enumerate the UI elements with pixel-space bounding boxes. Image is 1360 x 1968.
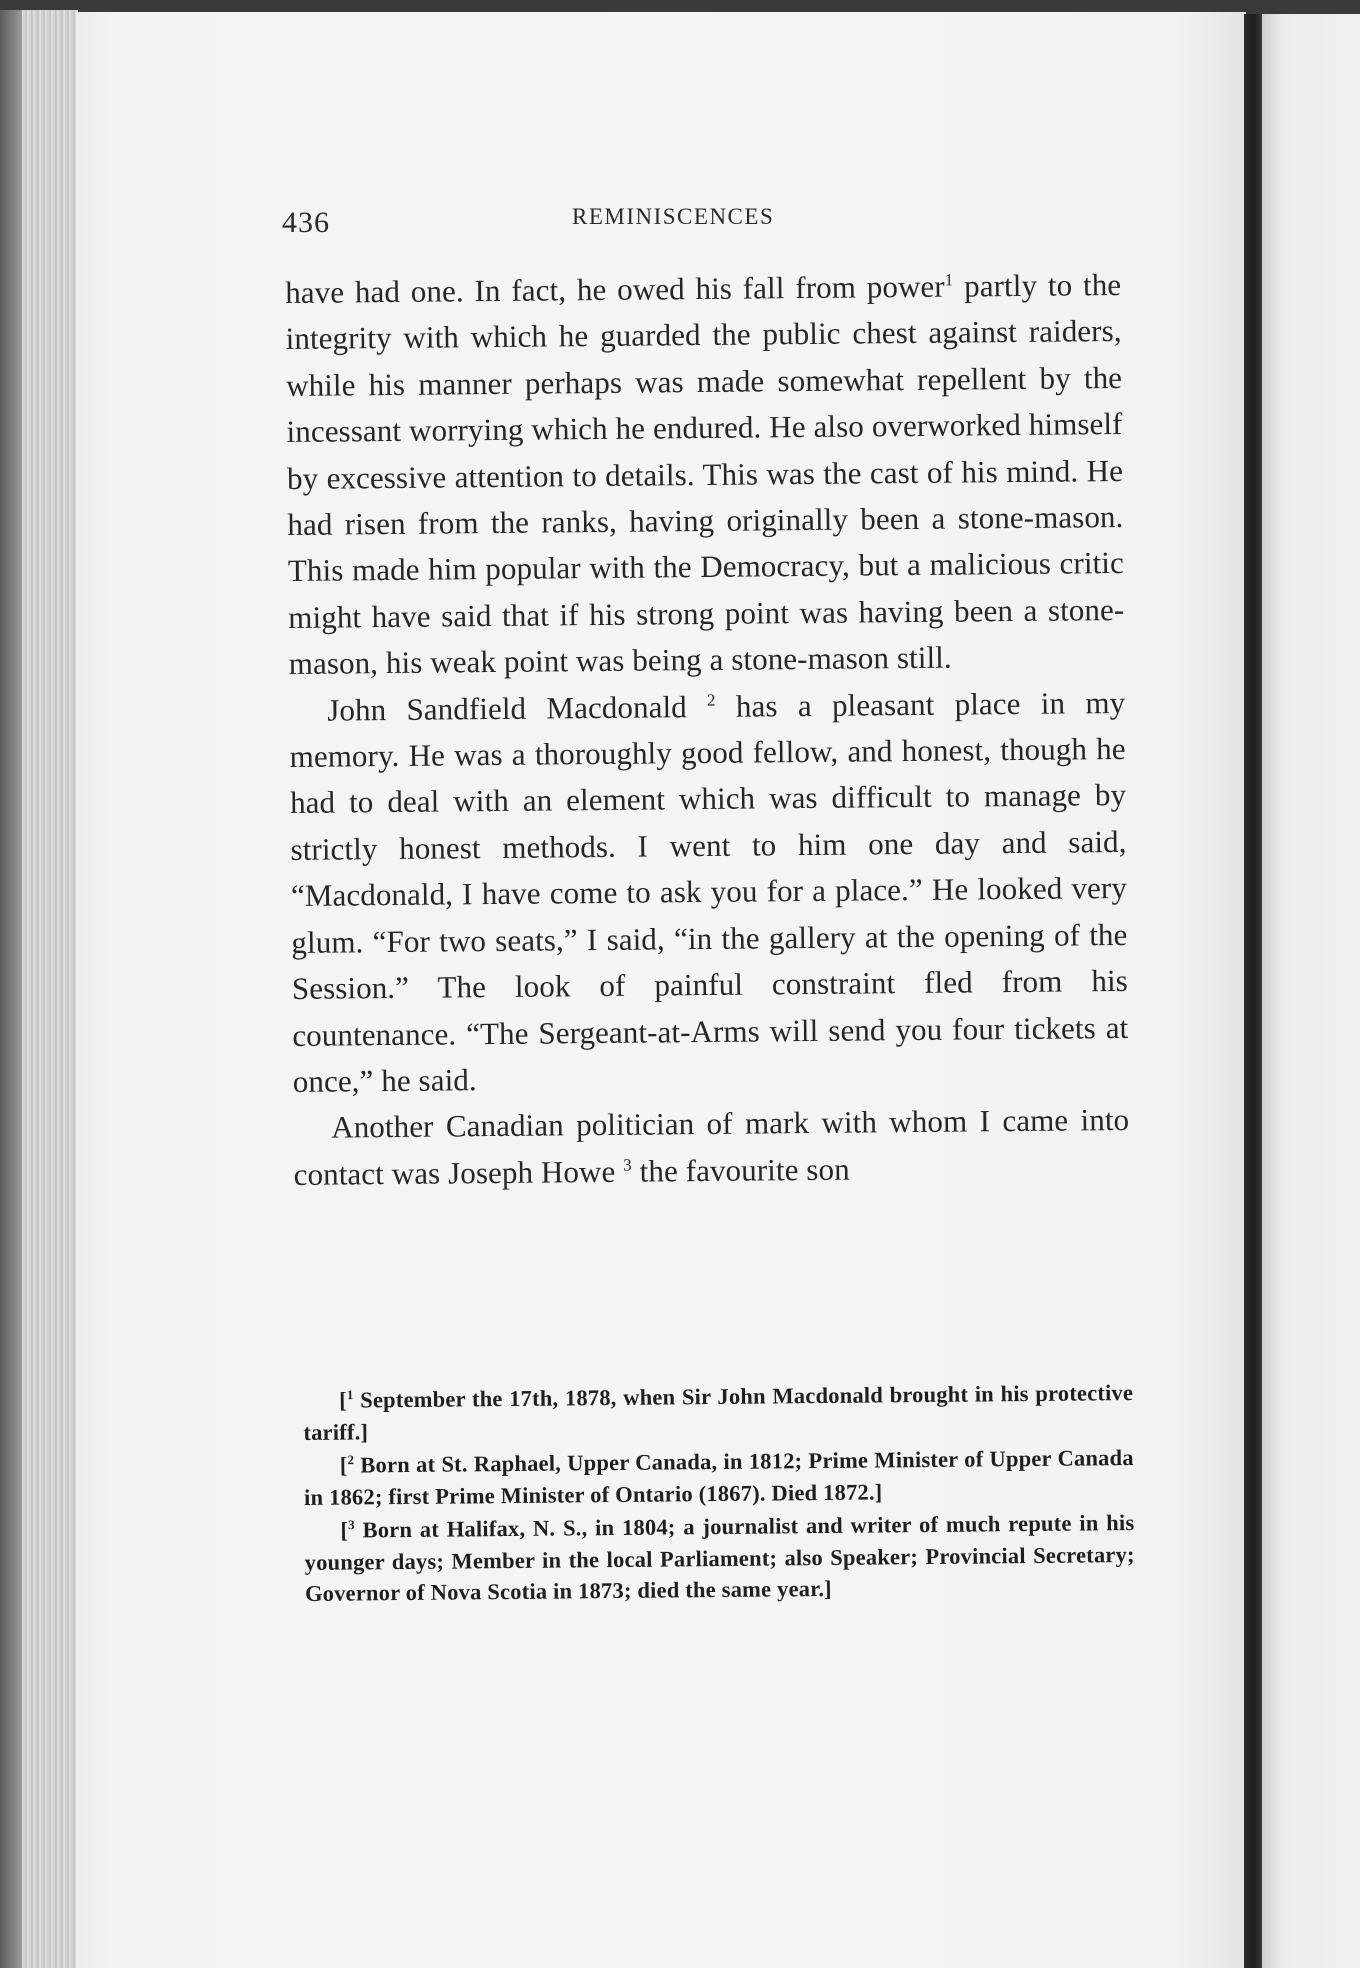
paragraph-1 (285, 262, 1125, 688)
body-text (285, 262, 1130, 1198)
footnote-mark-2: 2 (347, 1452, 355, 1468)
facing-page-edge (1262, 14, 1360, 1968)
paragraph-text: John Sandfield Macdonald (327, 688, 708, 728)
footnote-2 (304, 1442, 1135, 1513)
footnote-text: September the 17th, 1878, when Sir John Macdonald brought in his protective tariff.] (303, 1380, 1134, 1445)
paragraph-text: have had one. In fact, he owed his fall from power (285, 268, 945, 310)
page-edge-shadow (0, 10, 22, 1968)
book-binding (1244, 14, 1262, 1968)
footnote-text: Born at Halifax, N. S., in 1804; a journalist and writer of much repute in his younger days; Member in the local Parliament; also Speaker; Provincial Secretary; Governor of Nova Scotia in 1873; died the same year.] (304, 1510, 1135, 1606)
paragraph-text: has a pleasant place in my memory. He was a thoroughly good fellow, and honest, though he had to deal with an element which was difficult to manage by strictly honest methods. I went to him one day and said, “Macdonald, I have come to ask you for a place.” He looked very glum. “For two seats,” I said, “in the gallery at the opening of the Session.” The look of painful constraint fled from his countenance. “The Sergeant-at-Arms will send you four tickets at once,” he said. (289, 684, 1129, 1099)
footnote-1 (303, 1377, 1134, 1448)
paragraph-text: Another Canadian politician of mark with whom I came into contact was Joseph Howe (293, 1102, 1130, 1192)
running-title: REMINISCENCES (572, 204, 775, 229)
footnote-3 (304, 1507, 1135, 1609)
footnote-mark-1: 1 (346, 1387, 354, 1403)
footnote-bracket: [ (339, 1387, 347, 1413)
footnote-ref-3: 3 (623, 1155, 632, 1175)
paragraph-3 (293, 1097, 1130, 1198)
footnote-bracket: [ (339, 1452, 348, 1478)
page-number: 436 (282, 206, 330, 239)
footnotes (303, 1377, 1135, 1611)
paragraph-text: the favourite son (631, 1151, 850, 1189)
footnote-ref-1: 1 (944, 270, 954, 290)
paragraph-text: partly to the integrity with which he guarded the public chest against raiders, while his manner perhaps was made somewhat repellent by the incessant worrying which he endured. He also overworked himself by excessive attention to details. This was the cast of his mind. He had risen from the ranks, having originally been a stone-mason. This made him popular with the Democracy, but a malicious critic might have said that if his strong point was having been a stone-mason, his weak point was being a stone-mason still. (285, 266, 1125, 682)
running-head (0, 196, 1360, 239)
footnote-mark-3: 3 (347, 1517, 355, 1533)
footnote-ref-2: 2 (706, 690, 716, 710)
footnote-text: Born at St. Raphael, Upper Canada, in 1812; Prime Minister of Upper Canada in 1862; first Prime Minister of Ontario (1867). Died 1872.] (303, 1445, 1134, 1510)
paragraph-2 (289, 680, 1129, 1106)
footnote-bracket: [ (340, 1517, 349, 1543)
